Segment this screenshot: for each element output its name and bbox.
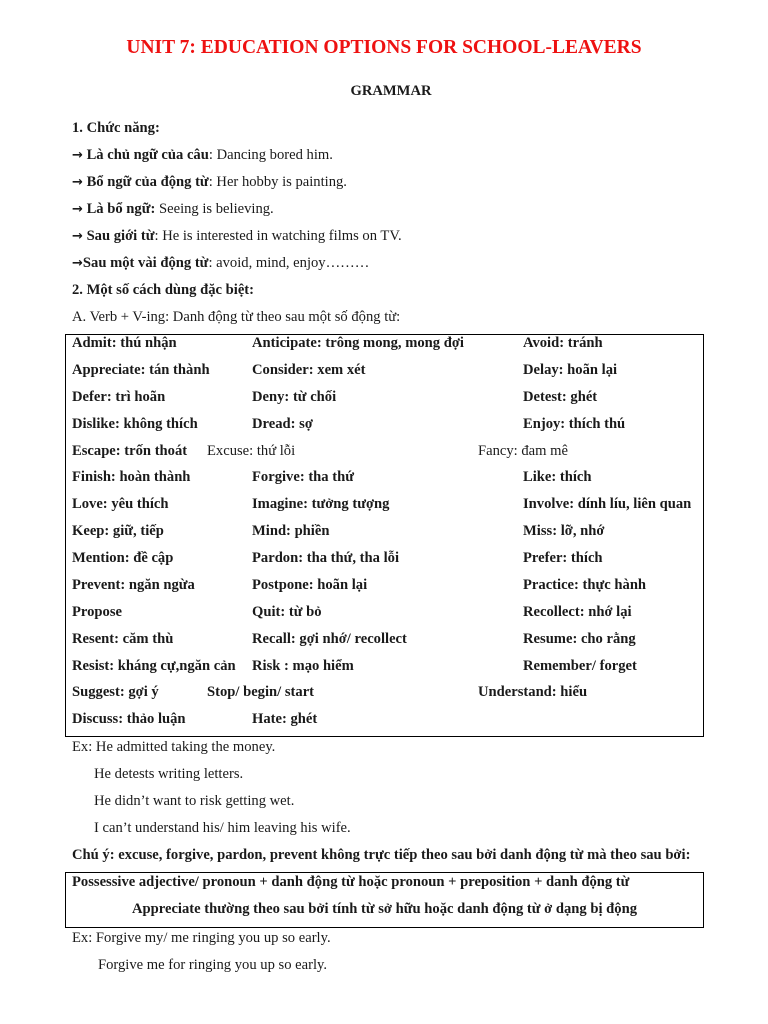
example-line: Forgive me for ringing you up so early.: [98, 957, 328, 973]
function-example: Seeing is believing.: [155, 201, 274, 217]
verb-cell: Resist: kháng cự,ngăn cản: [72, 658, 236, 674]
verb-cell: Stop/ begin/ start: [207, 684, 315, 700]
verb-cell: Hate: ghét: [252, 711, 318, 727]
verb-cell: Prefer: thích: [523, 550, 603, 566]
function-sep: :: [208, 147, 213, 163]
verb-cell: Admit: thú nhận: [72, 335, 177, 351]
arrow-icon: →: [72, 175, 83, 190]
verb-list-box: [65, 334, 704, 737]
verb-cell: Practice: thực hành: [523, 577, 647, 593]
verb-cell: Dread: sợ: [252, 416, 313, 432]
function-label: Là bổ ngữ:: [86, 201, 156, 217]
function-example: He is interested in watching films on TV.: [158, 228, 402, 244]
example-line: He detests writing letters.: [94, 766, 244, 782]
function-example: Her hobby is painting.: [212, 174, 347, 190]
verb-cell: Like: thích: [523, 469, 592, 485]
verb-cell: Mind: phiền: [252, 523, 330, 539]
verb-cell: Consider: xem xét: [252, 362, 366, 378]
section-title: GRAMMAR: [350, 83, 432, 99]
verb-cell: Delay: hoãn lại: [523, 362, 618, 378]
verb-cell: Avoid: tránh: [523, 335, 603, 351]
function-sep: :: [154, 228, 159, 244]
function-item: [72, 228, 402, 245]
function-label: Bổ ngữ của động từ: [86, 174, 209, 190]
verb-cell: Deny: từ chối: [252, 389, 337, 405]
arrow-icon: →: [72, 148, 83, 163]
verb-cell: Mention: đề cập: [72, 550, 174, 566]
arrow-icon: →: [72, 256, 83, 271]
function-label: Sau giới từ: [86, 228, 155, 244]
verb-cell: Suggest: gợi ý: [72, 684, 159, 700]
verb-cell: Understand: hiểu: [478, 684, 588, 700]
verb-cell: Imagine: tưởng tượng: [252, 496, 390, 512]
function-sep: :: [208, 255, 213, 271]
section2-heading: 2. Một số cách dùng đặc biệt:: [72, 282, 255, 298]
arrow-icon: →: [72, 202, 83, 217]
section2-subheading: A. Verb + V-ing: Danh động từ theo sau một số động từ:: [72, 309, 401, 325]
function-item: [72, 147, 333, 164]
example-line: Ex: Forgive my/ me ringing you up so early.: [72, 930, 331, 946]
function-example: Dancing bored him.: [212, 147, 333, 163]
verb-cell: Miss: lỡ, nhớ: [523, 523, 605, 539]
rule-line: Appreciate thường theo sau bởi tính từ sở hữu hoặc danh động từ ở dạng bị động: [131, 901, 638, 917]
verb-cell: Anticipate: trông mong, mong đợi: [252, 335, 464, 351]
verb-cell: Postpone: hoãn lại: [252, 577, 368, 593]
verb-cell: Prevent: ngăn ngừa: [72, 577, 195, 593]
verb-cell: Discuss: thảo luận: [72, 711, 186, 727]
function-example: avoid, mind, enjoy………: [212, 255, 370, 271]
example-line: I can’t understand his/ him leaving his wife.: [94, 820, 351, 836]
function-item: [72, 201, 274, 218]
verb-cell: Remember/ forget: [523, 658, 637, 674]
verb-cell: Forgive: tha thứ: [252, 469, 354, 485]
rule-box: [65, 872, 704, 928]
verb-cell: Enjoy: thích thú: [523, 416, 626, 432]
function-item: [72, 174, 347, 191]
verb-cell: Fancy: đam mê: [478, 443, 568, 459]
verb-cell: Recall: gợi nhớ/ recollect: [252, 631, 407, 647]
verb-cell: Finish: hoàn thành: [72, 469, 191, 485]
verb-cell: Escape: trốn thoát: [72, 443, 188, 459]
verb-cell: Recollect: nhớ lại: [523, 604, 632, 620]
rule-line: Possessive adjective/ pronoun + danh động từ hoặc pronoun + preposition + danh động từ: [72, 874, 630, 890]
example-line: He didn’t want to risk getting wet.: [94, 793, 295, 809]
verb-cell: Keep: giữ, tiếp: [72, 523, 164, 539]
note-text: Chú ý: excuse, forgive, pardon, prevent không trực tiếp theo sau bởi danh động từ mà theo sau bởi:: [72, 847, 691, 863]
document-title: UNIT 7: EDUCATION OPTIONS FOR SCHOOL-LEAVERS: [126, 37, 642, 58]
verb-cell: Involve: dính líu, liên quan: [523, 496, 692, 512]
arrow-icon: →: [72, 229, 83, 244]
verb-cell: Quit: từ bỏ: [252, 604, 322, 620]
verb-cell: Detest: ghét: [523, 389, 598, 405]
verb-cell: Appreciate: tán thành: [72, 362, 210, 378]
verb-cell: Dislike: không thích: [72, 416, 198, 432]
section1-heading: 1. Chức năng:: [72, 120, 160, 136]
verb-cell: Pardon: tha thứ, tha lỗi: [252, 550, 400, 566]
function-item: [72, 255, 369, 272]
verb-cell: Risk : mạo hiểm: [252, 658, 354, 674]
verb-cell: Excuse: thứ lỗi: [207, 443, 296, 459]
verb-cell: Defer: trì hoãn: [72, 389, 166, 405]
example-line: Ex: He admitted taking the money.: [72, 739, 276, 755]
verb-cell: Resume: cho rằng: [523, 631, 636, 647]
function-sep: :: [208, 174, 213, 190]
verb-cell: Love: yêu thích: [72, 496, 169, 512]
verb-cell: Resent: căm thù: [72, 631, 174, 647]
function-label: Sau một vài động từ: [82, 255, 209, 271]
function-label: Là chủ ngữ của câu: [86, 147, 209, 163]
verb-cell: Propose: [72, 604, 122, 620]
